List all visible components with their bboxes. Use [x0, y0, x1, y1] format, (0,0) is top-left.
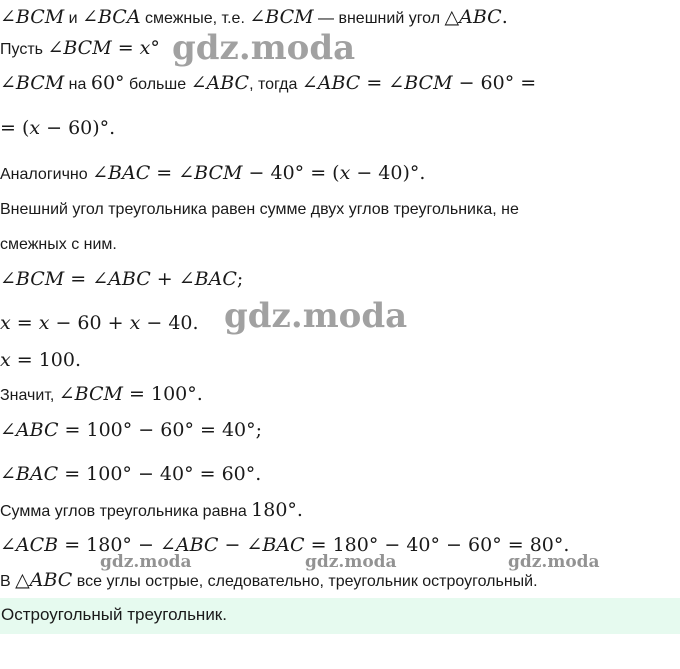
math-segment: − 40° = ( — [242, 162, 340, 184]
math-segment: ° — [150, 37, 160, 59]
math-segment: ∠BAC — [178, 268, 237, 290]
text-segment: больше — [124, 76, 191, 93]
solution-line — [0, 161, 425, 187]
solution-line — [0, 233, 117, 257]
math-segment: ∠ACB — [0, 534, 59, 556]
math-segment: = — [150, 162, 179, 184]
math-segment: ∠BCM — [47, 37, 112, 59]
math-segment: = 180° − — [58, 534, 160, 556]
math-segment: △ — [15, 569, 30, 591]
watermark-2: gdz.moda — [224, 296, 408, 336]
math-segment: x — [29, 117, 41, 139]
text-segment: все углы острые, следовательно, треугольник остроугольный. — [72, 573, 538, 590]
math-segment: x — [38, 312, 50, 334]
watermark-1: gdz.moda — [172, 28, 356, 68]
math-segment: ∠BCM — [249, 6, 314, 28]
math-segment: ∠BCM — [0, 268, 65, 290]
math-segment: = 100° − 60° = 40°; — [58, 419, 263, 441]
text-segment: Внешний угол треугольника равен сумме двух углов треугольника, не — [0, 201, 519, 218]
math-segment: ∠BCM — [0, 72, 65, 94]
solution-line — [0, 36, 160, 62]
text-segment: Аналогично — [0, 166, 93, 183]
text-segment: В — [0, 573, 16, 590]
math-segment: ∠BCM — [178, 162, 243, 184]
solution-line — [0, 418, 262, 444]
math-segment: ∠ABC — [190, 72, 250, 94]
math-segment: ∠BCA — [82, 6, 141, 28]
math-segment: x — [0, 312, 11, 334]
solution-line — [0, 348, 81, 374]
math-segment: − 40. — [140, 312, 199, 334]
math-segment: = — [64, 268, 93, 290]
math-segment: = — [360, 72, 389, 94]
math-segment: = 100°. — [123, 383, 203, 405]
math-segment: ∠BCM — [388, 72, 453, 94]
math-segment: = — [111, 37, 140, 59]
text-segment: Значит, — [0, 387, 59, 404]
math-segment: = 180° − 40° − 60° = 80°. — [304, 534, 570, 556]
math-segment: ∠BAC — [246, 534, 305, 556]
math-segment: ∠BCM — [0, 6, 65, 28]
text-segment: Пусть — [0, 41, 48, 58]
answer-text: Остроугольный треугольник. — [1, 605, 227, 624]
watermark-5: gdz.moda — [508, 552, 600, 572]
math-segment: − 60 + — [49, 312, 130, 334]
solution-line — [0, 198, 519, 222]
math-segment: ABC — [459, 6, 502, 28]
math-segment: ; — [236, 268, 244, 290]
text-segment: и — [64, 10, 83, 27]
math-segment: △ — [444, 6, 460, 28]
solution-line — [0, 533, 569, 559]
solution-line — [0, 116, 115, 142]
solution-line — [0, 382, 203, 408]
text-segment: смежные, т.е. — [140, 10, 250, 27]
solution-line — [0, 462, 261, 488]
text-segment: — внешний угол — [313, 10, 445, 27]
solution-line — [0, 568, 538, 594]
math-segment: ABC — [29, 569, 73, 591]
math-segment: . — [501, 6, 508, 28]
math-segment: − 40)°. — [350, 162, 426, 184]
math-segment: − 60° = — [452, 72, 537, 94]
math-segment: = 100° − 40° = 60°. — [58, 463, 262, 485]
watermark-3: gdz.moda — [100, 552, 192, 572]
math-segment: x — [0, 349, 11, 371]
text-segment: Сумма углов треугольника равна — [0, 503, 252, 520]
math-segment: ∠ABC — [0, 419, 59, 441]
answer-box — [0, 598, 680, 634]
math-segment: 60° — [90, 72, 125, 94]
math-segment: = 100. — [10, 349, 82, 371]
math-segment: − — [218, 534, 247, 556]
math-segment: x — [339, 162, 351, 184]
text-segment: , тогда — [249, 76, 302, 93]
watermark-4: gdz.moda — [305, 552, 397, 572]
math-segment: − 60)°. — [40, 117, 116, 139]
math-segment: = ( — [0, 117, 30, 139]
math-segment: ∠ABC — [92, 268, 151, 290]
math-segment: ∠BCM — [58, 383, 123, 405]
solution-line — [0, 267, 243, 293]
math-segment: ∠BAC — [92, 162, 151, 184]
solution-line — [0, 71, 536, 97]
math-segment: + — [150, 268, 179, 290]
text-segment: смежных с ним. — [0, 236, 117, 253]
math-segment: ∠ABC — [301, 72, 361, 94]
math-segment: = — [10, 312, 39, 334]
math-segment: 180°. — [251, 499, 303, 521]
math-segment: x — [139, 37, 151, 59]
math-segment: ∠ABC — [159, 534, 219, 556]
math-segment: ∠BAC — [0, 463, 59, 485]
math-segment: x — [129, 312, 141, 334]
text-segment: на — [64, 76, 91, 93]
solution-line — [0, 498, 303, 524]
solution-line — [0, 311, 199, 337]
